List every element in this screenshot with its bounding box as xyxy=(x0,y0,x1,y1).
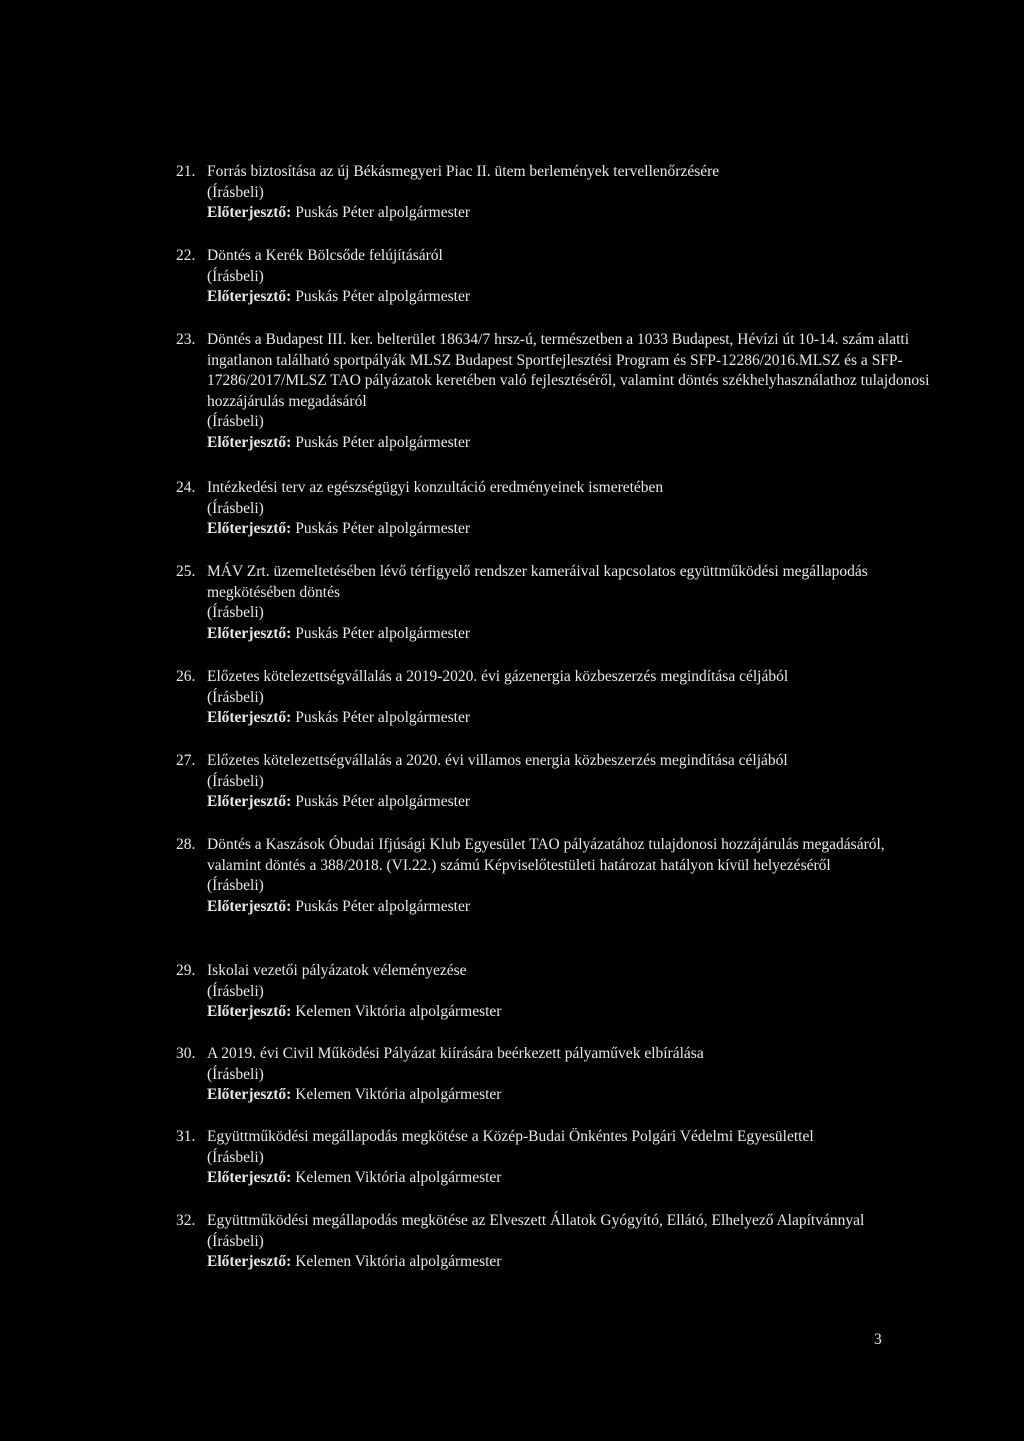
agenda-item-kind: (Írásbeli) xyxy=(207,1148,264,1166)
agenda-item-presenter-line xyxy=(176,1168,936,1189)
agenda-item xyxy=(176,330,936,453)
agenda-item-title: Intézkedési terv az egészségügyi konzultáció eredményeinek ismeretében xyxy=(207,479,664,496)
presenter-name: Kelemen Viktória alpolgármester xyxy=(295,1003,502,1020)
presenter-label: Előterjesztő: xyxy=(207,897,292,915)
agenda-item-number: 29. xyxy=(176,962,196,979)
agenda-item-presenter-line xyxy=(176,433,936,454)
agenda-item-presenter-line xyxy=(176,1252,936,1273)
agenda-item-number: 26. xyxy=(176,668,196,685)
agenda-item-title: Együttműködési megállapodás megkötése a Közép-Budai Önkéntes Polgári Védelmi Egyesülettel xyxy=(207,1128,814,1145)
agenda-item xyxy=(176,562,936,644)
presenter-label: Előterjesztő: xyxy=(207,204,292,221)
agenda-item xyxy=(176,478,936,540)
agenda-item-kind: (Írásbeli) xyxy=(207,1065,264,1083)
agenda-item-title: Döntés a Budapest III. ker. belterület 18634/7 hrsz-ú, természetben a 1033 Budapest, Hévízi út 10-14. szám alatti ingatlanon található sportpályák MLSZ Budapest Sportfejlesztési Program és SFP-12286/2016.MLSZ és a SFP-17286/2017/MLSZ TAO pályázatok keretében való fejlesztéséről, valamint döntés székhelyhasználathoz tulajdonosi hozzájárulás megadásáról xyxy=(207,331,930,410)
agenda-item-title: Iskolai vezetői pályázatok véleményezése xyxy=(207,962,467,979)
agenda-item xyxy=(176,835,936,917)
agenda-item-presenter-line xyxy=(176,897,936,918)
agenda-item-number: 30. xyxy=(176,1045,196,1062)
presenter-label: Előterjesztő: xyxy=(207,793,292,810)
presenter-name: Puskás Péter alpolgármester xyxy=(295,433,470,451)
agenda-item xyxy=(176,1211,936,1273)
agenda-item-title: Előzetes kötelezettségvállalás a 2019-2020. évi gázenergia közbeszerzés megindítása céljából xyxy=(207,668,789,685)
presenter-name: Puskás Péter alpolgármester xyxy=(295,793,470,810)
presenter-label: Előterjesztő: xyxy=(207,433,292,451)
agenda-item-presenter-line xyxy=(176,1085,936,1106)
presenter-label: Előterjesztő: xyxy=(207,709,292,726)
agenda-item-presenter-line xyxy=(176,708,936,729)
agenda-item-number: 25. xyxy=(176,563,196,580)
agenda-item-presenter-line xyxy=(176,624,936,645)
agenda-item-kind: (Írásbeli) xyxy=(207,772,264,790)
agenda-item xyxy=(176,162,936,224)
presenter-name: Kelemen Viktória alpolgármester xyxy=(295,1253,502,1270)
agenda-item-kind: (Írásbeli) xyxy=(207,877,264,894)
presenter-name: Puskás Péter alpolgármester xyxy=(295,897,470,915)
presenter-name: Puskás Péter alpolgármester xyxy=(295,520,470,537)
agenda-item-kind: (Írásbeli) xyxy=(207,982,264,1000)
agenda-item-title: Együttműködési megállapodás megkötése az Elveszett Állatok Gyógyító, Ellátó, Elhelyező Alapítvánnyal xyxy=(207,1212,865,1229)
agenda-item-title: A 2019. évi Civil Működési Pályázat kiírására beérkezett pályaművek elbírálása xyxy=(207,1045,704,1062)
presenter-name: Puskás Péter alpolgármester xyxy=(295,709,470,726)
agenda-item-number: 27. xyxy=(176,752,196,769)
presenter-label: Előterjesztő: xyxy=(207,1169,292,1186)
agenda-item xyxy=(176,961,936,1023)
agenda-item-number: 31. xyxy=(176,1128,196,1145)
agenda-item-kind: (Írásbeli) xyxy=(207,1232,264,1250)
agenda-item-presenter-line xyxy=(176,203,936,224)
agenda-item-number: 24. xyxy=(176,479,196,496)
agenda-item xyxy=(176,1044,936,1106)
presenter-name: Puskás Péter alpolgármester xyxy=(295,624,470,642)
agenda-item-title: MÁV Zrt. üzemeltetésében lévő térfigyelő rendszer kameráival kapcsolatos együttműködési megállapodás megkötésében döntés xyxy=(207,563,868,601)
agenda-item-presenter-line xyxy=(176,287,936,308)
agenda-item-presenter-line xyxy=(176,519,936,540)
agenda-item xyxy=(176,246,936,308)
agenda-item-title: Forrás biztosítása az új Békásmegyeri Piac II. ütem berlemények tervellenőrzésére xyxy=(207,163,720,180)
agenda-item-number: 28. xyxy=(176,836,196,853)
presenter-label: Előterjesztő: xyxy=(207,288,292,305)
presenter-name: Puskás Péter alpolgármester xyxy=(295,288,470,305)
presenter-name: Kelemen Viktória alpolgármester xyxy=(295,1086,502,1103)
agenda-item-number: 23. xyxy=(176,331,196,348)
presenter-label: Előterjesztő: xyxy=(207,520,292,537)
agenda-item-presenter-line xyxy=(176,1002,936,1023)
agenda-item-kind: (Írásbeli) xyxy=(207,267,264,285)
agenda-item-kind: (Írásbeli) xyxy=(207,688,264,706)
agenda-item-title: Döntés a Kerék Bölcsőde felújításáról xyxy=(207,247,443,264)
agenda-item-title: Előzetes kötelezettségvállalás a 2020. évi villamos energia közbeszerzés megindítása céljából xyxy=(207,752,788,769)
agenda-item-kind: (Írásbeli) xyxy=(207,183,264,201)
presenter-name: Puskás Péter alpolgármester xyxy=(295,204,470,221)
agenda-item xyxy=(176,751,936,813)
page-number: 3 xyxy=(874,1331,882,1348)
agenda-item-title: Döntés a Kaszások Óbudai Ifjúsági Klub Egyesület TAO pályázatához tulajdonosi hozzájárulás megadásáról, valamint döntés a 388/2018. (VI.22.) számú Képviselőtestületi határozat hatályon kívül helyezéséről xyxy=(207,836,885,874)
agenda-item-number: 22. xyxy=(176,247,196,264)
agenda-item-presenter-line xyxy=(176,792,936,813)
presenter-label: Előterjesztő: xyxy=(207,1253,292,1270)
agenda-item xyxy=(176,667,936,729)
agenda-item xyxy=(176,1127,936,1189)
agenda-item-kind: (Írásbeli) xyxy=(207,604,264,621)
agenda-item-kind: (Írásbeli) xyxy=(207,413,264,430)
agenda-item-number: 21. xyxy=(176,163,196,180)
agenda-item-kind: (Írásbeli) xyxy=(207,499,264,517)
presenter-label: Előterjesztő: xyxy=(207,624,292,642)
presenter-label: Előterjesztő: xyxy=(207,1086,292,1103)
agenda-item-number: 32. xyxy=(176,1212,196,1229)
presenter-label: Előterjesztő: xyxy=(207,1003,292,1020)
presenter-name: Kelemen Viktória alpolgármester xyxy=(295,1169,502,1186)
